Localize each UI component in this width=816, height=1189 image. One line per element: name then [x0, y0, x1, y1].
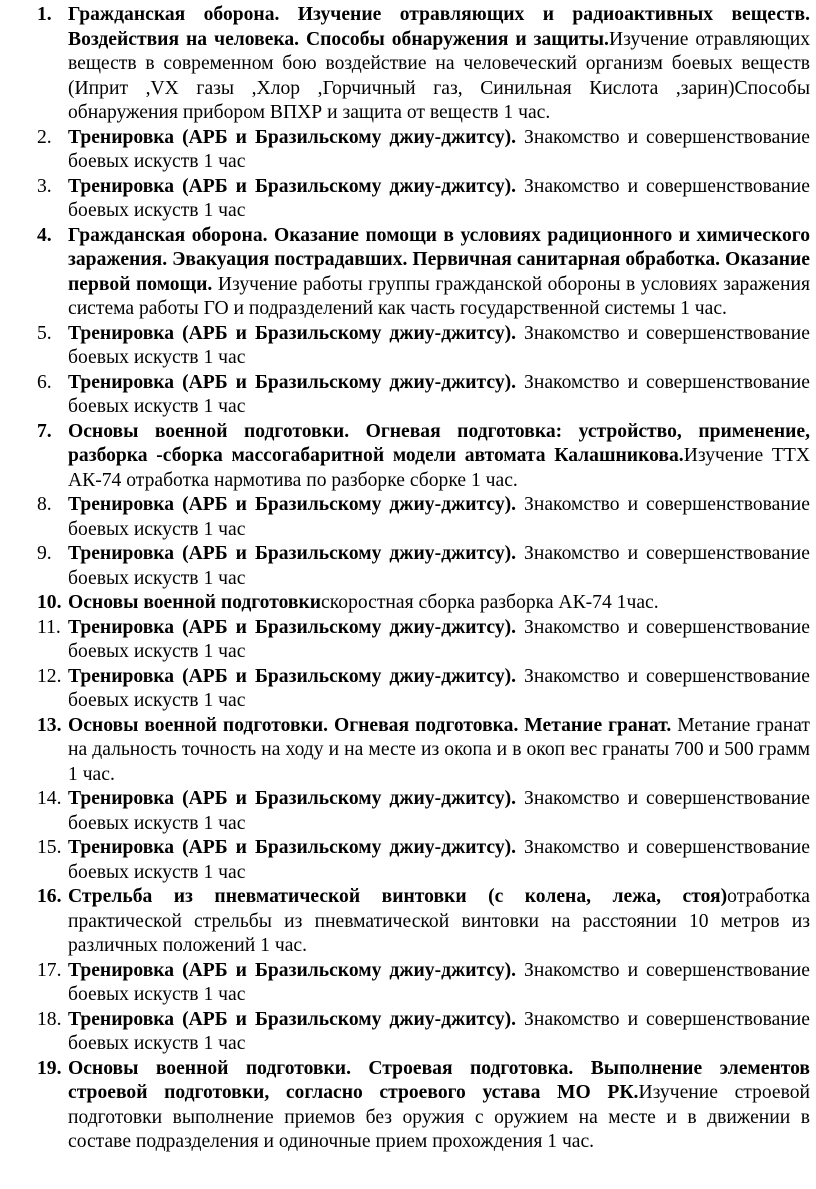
- lesson-number: 10.: [37, 592, 62, 613]
- lesson-body: [68, 3, 810, 126]
- lesson-item: [37, 126, 810, 175]
- lesson-number: 12.: [37, 665, 62, 687]
- lesson-body: [68, 665, 810, 714]
- lesson-number: 7.: [37, 420, 52, 442]
- lesson-number: 2.: [37, 126, 52, 148]
- lesson-body: [68, 1008, 810, 1057]
- lesson-number: 16.: [37, 886, 62, 907]
- lesson-body: [68, 175, 810, 224]
- lesson-item: [37, 420, 810, 494]
- lesson-description: Знакомство и совершенствование боевых искуств 1 час: [68, 616, 810, 662]
- lesson-heading: Тренировка (АРБ и Бразильскому джиу-джитсу).: [68, 837, 517, 858]
- lesson-heading: Основы военной подготовки. Огневая подготовка. Метание гранат.: [68, 714, 672, 736]
- lesson-item: [37, 959, 810, 1008]
- lesson-number: 17.: [37, 959, 62, 981]
- lesson-heading: Гражданская оборона. Оказание помощи в условиях радиционного и химического заражения. Эвакуация пострадавших. Первичная санитарная обработка. Оказание первой помощи.: [68, 224, 810, 295]
- lesson-number: 13.: [37, 714, 62, 736]
- lesson-number: 5.: [37, 322, 52, 344]
- lesson-body: [68, 714, 810, 788]
- lesson-heading: Тренировка (АРБ и Бразильскому джиу-джитсу).: [68, 494, 517, 515]
- lesson-description: Знакомство и совершенствование боевых искуств 1 час: [68, 371, 810, 417]
- lesson-number: 14.: [37, 788, 62, 809]
- lesson-heading: Тренировка (АРБ и Бразильскому джиу-джитсу).: [68, 959, 517, 981]
- lesson-item: [37, 1008, 810, 1057]
- lesson-item: [37, 493, 810, 542]
- lesson-item: [37, 836, 810, 885]
- lesson-item: [37, 787, 810, 836]
- lesson-item: [37, 665, 810, 714]
- lesson-item: [37, 714, 810, 788]
- lesson-body: [68, 591, 810, 616]
- lesson-description: Знакомство и совершенствование боевых искуств 1 час: [68, 1008, 810, 1054]
- lesson-number: 18.: [37, 1008, 62, 1030]
- lesson-description: скоростная сборка разборка АК-74 1час.: [321, 592, 659, 613]
- lesson-heading: Стрельба из пневматической винтовки (с колена, лежа, стоя): [68, 886, 728, 907]
- lesson-item: [37, 371, 810, 420]
- lesson-body: [68, 224, 810, 322]
- lesson-item: [37, 175, 810, 224]
- lesson-description: Знакомство и совершенствование боевых искуств 1 час: [68, 788, 810, 834]
- lesson-body: [68, 420, 810, 494]
- lesson-body: [68, 836, 810, 885]
- lesson-body: [68, 126, 810, 175]
- lesson-description: Знакомство и совершенствование боевых искуств 1 час: [68, 322, 810, 368]
- lesson-body: [68, 1057, 810, 1155]
- lesson-description: Знакомство и совершенствование боевых искуств 1 час: [68, 665, 810, 711]
- lesson-heading: Тренировка (АРБ и Бразильскому джиу-джитсу).: [68, 322, 517, 344]
- lesson-description: Знакомство и совершенствование боевых искуств 1 час: [68, 494, 810, 540]
- lesson-description: Знакомство и совершенствование боевых искуств 1 час: [68, 543, 810, 589]
- lesson-number: 3.: [37, 175, 52, 197]
- lesson-heading: Гражданская оборона. Изучение отравляющих и радиоактивных веществ. Воздействия на человека. Способы обнаружения и защиты.: [68, 4, 810, 50]
- lesson-item: [37, 591, 810, 616]
- lesson-body: [68, 322, 810, 371]
- lesson-description: Изучение отравляющих веществ в современном бою воздействие на человеческий организм боевых веществ (Иприт ,VX газы ,Хлор ,Горчичный газ, Синильная Кислота ,зарин)Способы обнаружения прибором ВПХР и защита от веществ 1 час.: [68, 28, 810, 123]
- lesson-heading: Тренировка (АРБ и Бразильскому джиу-джитсу).: [68, 175, 517, 197]
- lesson-description: Знакомство и совершенствование боевых искуств 1 час: [68, 126, 810, 172]
- lesson-item: [37, 616, 810, 665]
- lesson-description: Знакомство и совершенствование боевых искуств 1 час: [68, 837, 810, 883]
- lesson-item: [37, 224, 810, 322]
- lesson-description: Изучение ТТХ АК-74 отработка нармотива по разборке сборке 1 час.: [68, 445, 810, 491]
- lesson-body: [68, 616, 810, 665]
- lesson-number: 1.: [37, 4, 52, 25]
- lesson-item: [37, 3, 810, 126]
- lesson-body: [68, 493, 810, 542]
- lesson-heading: Основы военной подготовки: [68, 592, 322, 613]
- lesson-heading: Тренировка (АРБ и Бразильскому джиу-джитсу).: [68, 788, 517, 809]
- lesson-heading: Тренировка (АРБ и Бразильскому джиу-джитсу).: [68, 1008, 517, 1030]
- lesson-body: [68, 787, 810, 836]
- lesson-description: Изучение строевой подготовки выполнение приемов без оружия с оружием на месте и в движении в составе подразделения и одиночные прием прохождения 1 час.: [68, 1082, 810, 1152]
- lesson-description: Изучение работы группы гражданской обороны в условиях заражения система работы ГО и подразделений как часть государственной системы 1 час.: [68, 273, 810, 319]
- lesson-description: Знакомство и совершенствование боевых искуств 1 час: [68, 959, 810, 1005]
- lesson-number: 15.: [37, 837, 62, 858]
- lesson-heading: Тренировка (АРБ и Бразильскому джиу-джитсу).: [68, 616, 517, 638]
- lesson-item: [37, 542, 810, 591]
- lesson-list: [37, 3, 810, 1155]
- lesson-number: 19.: [37, 1057, 62, 1079]
- lesson-heading: Тренировка (АРБ и Бразильскому джиу-джитсу).: [68, 543, 517, 564]
- lesson-description: Метание гранат на дальность точность на ходу и на месте из окопа и в окоп вес гранаты 700 и 500 грамм 1 час.: [68, 714, 810, 785]
- lesson-item: [37, 322, 810, 371]
- lesson-item: [37, 885, 810, 959]
- lesson-heading: Основы военной подготовки. Строевая подготовка. Выполнение элементов строевой подготовки, согласно строевого устава МО РК.: [68, 1057, 810, 1103]
- lesson-item: [37, 1057, 810, 1155]
- lesson-body: [68, 885, 810, 959]
- lesson-number: 6.: [37, 371, 52, 393]
- lesson-heading: Тренировка (АРБ и Бразильскому джиу-джитсу).: [68, 126, 517, 148]
- lesson-body: [68, 542, 810, 591]
- lesson-heading: Основы военной подготовки. Огневая подготовка: устройство, применение, разборка -сборка массогабаритной модели автомата Калашникова.: [68, 420, 810, 466]
- lesson-body: [68, 959, 810, 1008]
- lesson-number: 4.: [37, 224, 52, 246]
- lesson-description: Знакомство и совершенствование боевых искуств 1 час: [68, 175, 810, 221]
- lesson-description: отработка практической стрельбы из пневматической винтовки на расстоянии 10 метров из различных положений 1 час.: [68, 886, 810, 956]
- lesson-number: 11.: [37, 616, 61, 638]
- lesson-heading: Тренировка (АРБ и Бразильскому джиу-джитсу).: [68, 371, 517, 393]
- lesson-heading: Тренировка (АРБ и Бразильскому джиу-джитсу).: [68, 665, 517, 687]
- lesson-body: [68, 371, 810, 420]
- lesson-number: 8.: [37, 494, 52, 515]
- lesson-number: 9.: [37, 543, 52, 564]
